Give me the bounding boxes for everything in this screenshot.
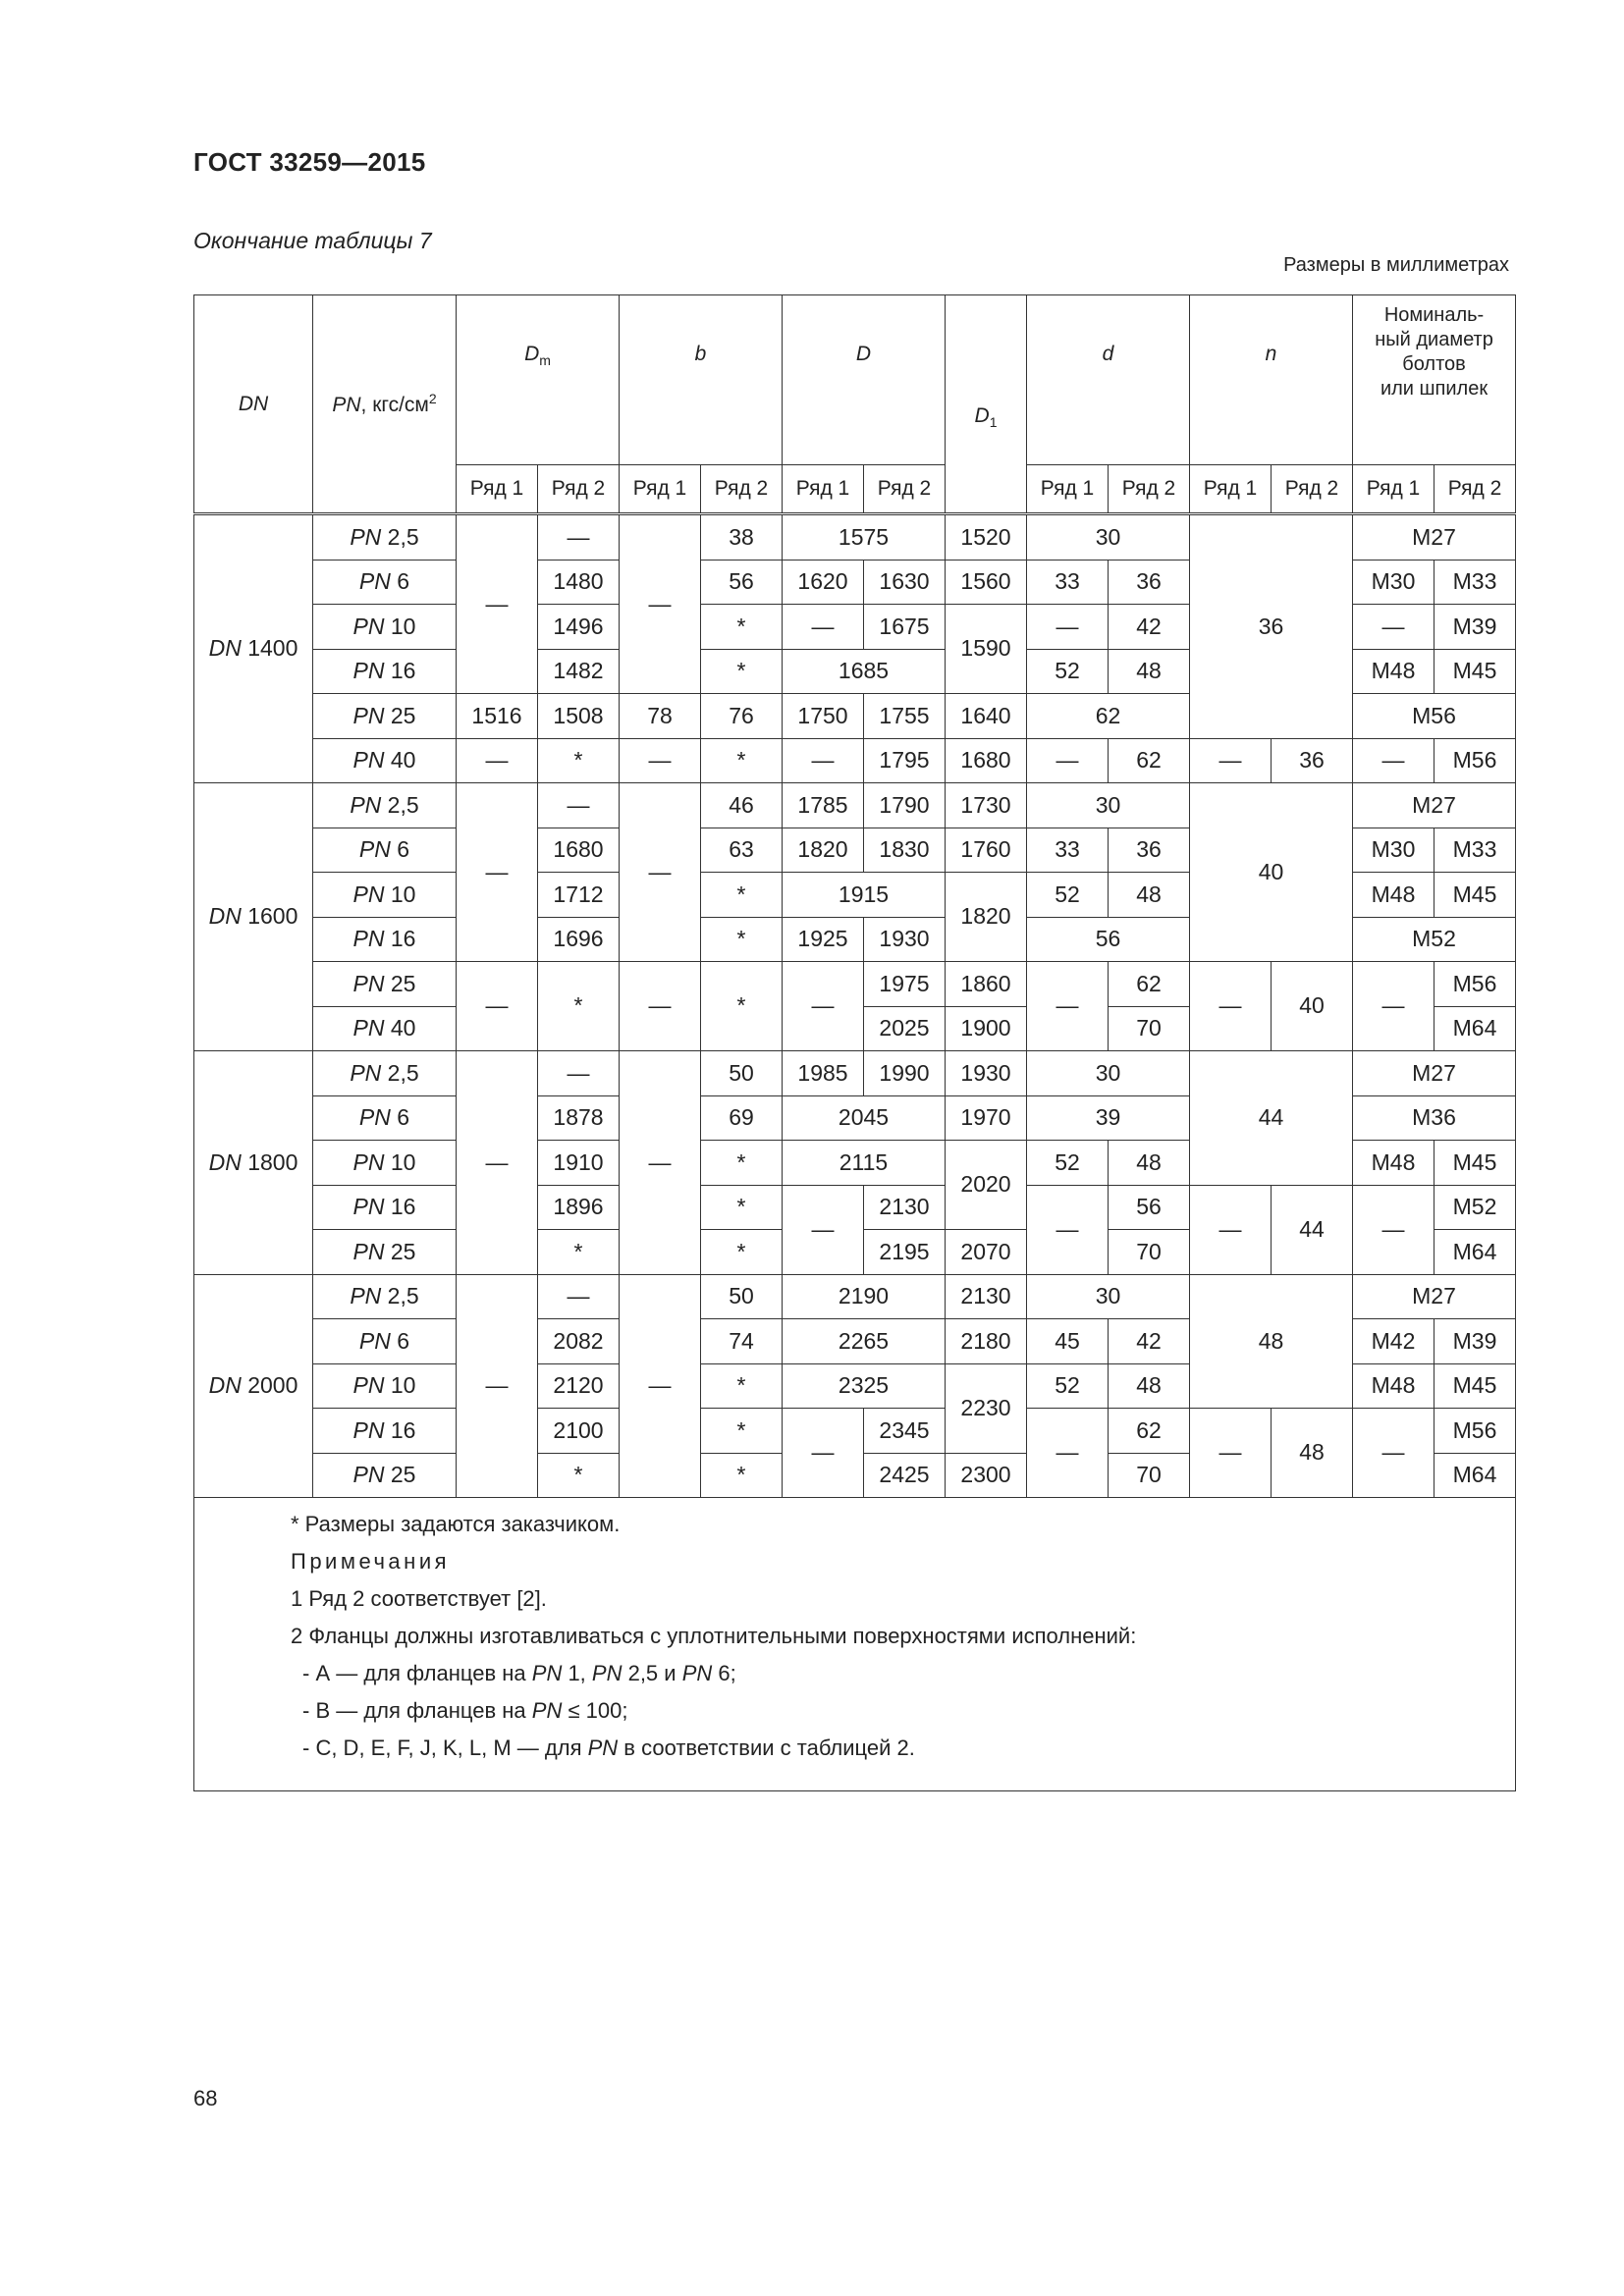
series-1: Ряд 1 [620,465,701,514]
series-1: Ряд 1 [1190,465,1272,514]
table-cell: 1830 [864,828,946,873]
table-cell: 1496 [538,605,620,650]
table-cell: М27 [1353,783,1516,828]
table-cell: 1785 [783,783,864,828]
table-cell: 2045 [783,1095,946,1141]
table-row [194,738,1516,783]
table-cell: М45 [1435,873,1516,918]
note-2-item-c: - C, D, E, F, J, K, L, M — для PN в соответствии с таблицей 2. [302,1735,915,1760]
table-cell: М56 [1435,1409,1516,1454]
table-cell: 30 [1027,1051,1190,1096]
table-cell: — [783,738,864,783]
series-2: Ряд 2 [1435,465,1516,514]
pn-cell: PN 10 [313,1363,457,1409]
table-cell: — [1353,962,1435,1051]
table-cell: — [457,1274,538,1498]
table-cell: 36 [1272,738,1353,783]
series-1: Ряд 1 [783,465,864,514]
table-cell: 50 [701,1274,783,1319]
table-cell: * [701,962,783,1051]
table-cell: — [1353,1409,1435,1498]
notes-title: Примечания [291,1549,451,1574]
table-cell: — [783,962,864,1051]
table-cell: М56 [1435,738,1516,783]
table-cell: М48 [1353,873,1435,918]
table-row [194,962,1516,1007]
table-cell: 46 [701,783,783,828]
table-cell: М33 [1435,560,1516,605]
table-cell: 62 [1109,738,1190,783]
table-cell: М64 [1435,1230,1516,1275]
table-cell: 1508 [538,694,620,739]
table-cell: М48 [1353,1141,1435,1186]
table-cell: 42 [1109,1319,1190,1364]
table-cell: 2325 [783,1363,946,1409]
table-cell: 33 [1027,828,1109,873]
series-2: Ряд 2 [1109,465,1190,514]
pn-cell: PN 2,5 [313,514,457,561]
table-cell: * [701,1363,783,1409]
table-cell: * [701,1141,783,1186]
table-cell: М27 [1353,514,1516,561]
table-cell: М45 [1435,1363,1516,1409]
table-cell: 1712 [538,873,620,918]
table-cell: — [1027,605,1109,650]
table-cell: — [457,1051,538,1275]
dn-cell: DN 1800 [194,1051,313,1275]
table-cell: 33 [1027,560,1109,605]
pn-cell: PN 25 [313,694,457,739]
table-cell: М48 [1353,1363,1435,1409]
table-cell: 76 [701,694,783,739]
table-cell: — [620,1051,701,1275]
note-2-item-a: - А — для фланцев на PN 1, PN 2,5 и PN 6; [302,1661,736,1685]
table-row [194,1051,1516,1096]
table-cell: 2120 [538,1363,620,1409]
table-cell: * [701,605,783,650]
table-cell: 56 [1109,1185,1190,1230]
table-cell: 2265 [783,1319,946,1364]
table-cell: 52 [1027,1141,1109,1186]
table-cell: * [701,1230,783,1275]
table-cell: * [538,738,620,783]
table-row [194,1409,1516,1454]
table-cell: 52 [1027,1363,1109,1409]
table-cell: 62 [1027,694,1190,739]
table-cell: 1910 [538,1141,620,1186]
pn-cell: PN 10 [313,605,457,650]
table-notes [194,1498,1516,1791]
table-cell: 1482 [538,649,620,694]
table-cell: — [538,1051,620,1096]
table-cell: 2130 [864,1185,946,1230]
table-cell: М42 [1353,1319,1435,1364]
table-cell: — [1353,605,1435,650]
table-cell: 78 [620,694,701,739]
table-cell: 70 [1109,1453,1190,1498]
table-cell: 48 [1109,1141,1190,1186]
table-row [194,1185,1516,1230]
table-cell: 40 [1272,962,1353,1051]
pn-cell: PN 2,5 [313,1051,457,1096]
table-cell: 2100 [538,1409,620,1454]
table-cell: 1640 [946,694,1027,739]
table-cell: 1795 [864,738,946,783]
table-cell: 2300 [946,1453,1027,1498]
table-cell: 30 [1027,1274,1190,1319]
table-cell: 1730 [946,783,1027,828]
units-note: Размеры в миллиметрах [1283,254,1509,276]
table-cell: 2425 [864,1453,946,1498]
table-cell: 74 [701,1319,783,1364]
table-cell: М39 [1435,605,1516,650]
pn-cell: PN 40 [313,738,457,783]
table-cell: 1878 [538,1095,620,1141]
series-1: Ряд 1 [1353,465,1435,514]
table-cell: 1480 [538,560,620,605]
table-cell: 48 [1109,873,1190,918]
table-cell: 1630 [864,560,946,605]
table-cell: — [783,605,864,650]
table-cell: 2070 [946,1230,1027,1275]
pn-cell: PN 6 [313,1095,457,1141]
dn-cell: DN 1400 [194,514,313,783]
table-cell: 1930 [864,917,946,962]
table-cell: 1680 [946,738,1027,783]
table-cell: 1990 [864,1051,946,1096]
table-cell: 2345 [864,1409,946,1454]
table-cell: 1516 [457,694,538,739]
header-dm: $D_m$ [457,295,620,465]
table-cell: 30 [1027,783,1190,828]
table-cell: * [538,962,620,1051]
table-cell: М30 [1353,828,1435,873]
series-2: Ряд 2 [1272,465,1353,514]
series-2: Ряд 2 [538,465,620,514]
table-cell: 1760 [946,828,1027,873]
table-cell: 1860 [946,962,1027,1007]
table-cell: * [701,1409,783,1454]
table-cell: 48 [1109,649,1190,694]
table-cell: 40 [1190,783,1353,962]
table-cell: 1590 [946,605,1027,694]
table-cell: М27 [1353,1274,1516,1319]
table-cell: 48 [1190,1274,1353,1409]
table-cell: М39 [1435,1319,1516,1364]
table-cell: — [538,514,620,561]
table-cell: 44 [1272,1185,1353,1274]
table-cell: 1520 [946,514,1027,561]
table-cell: 1925 [783,917,864,962]
table-cell: 2115 [783,1141,946,1186]
note-2-item-b: - В — для фланцев на PN ≤ 100; [302,1698,628,1723]
table-cell: 2082 [538,1319,620,1364]
table-cell: 1680 [538,828,620,873]
pn-cell: PN 2,5 [313,783,457,828]
table-cell: 2230 [946,1363,1027,1453]
table-cell: М30 [1353,560,1435,605]
table-cell: 38 [701,514,783,561]
table-cell: 1985 [783,1051,864,1096]
table-cell: М64 [1435,1006,1516,1051]
table-cell: * [701,738,783,783]
table-cell: — [457,783,538,962]
document-id: ГОСТ 33259—2015 [193,147,426,177]
table-cell: М36 [1353,1095,1516,1141]
table-cell: 1820 [783,828,864,873]
table-cell: — [1190,1185,1272,1274]
series-2: Ряд 2 [864,465,946,514]
table-cell: * [701,649,783,694]
table-cell: 30 [1027,514,1190,561]
table-cell: — [1027,1409,1109,1498]
table-cell: 52 [1027,649,1109,694]
pn-cell: PN 25 [313,1230,457,1275]
table-cell: М45 [1435,649,1516,694]
table-cell: 2130 [946,1274,1027,1319]
table-row [194,783,1516,828]
table-cell: 45 [1027,1319,1109,1364]
table-cell: — [1027,1185,1109,1274]
table-cell: 1675 [864,605,946,650]
table-cell: — [1190,1409,1272,1498]
table-cell: — [620,783,701,962]
table-cell: 1696 [538,917,620,962]
table-cell: 36 [1109,560,1190,605]
header-pn: PN, кгс/$см^2$ [313,295,457,514]
table-cell: 48 [1109,1363,1190,1409]
table-cell: М64 [1435,1453,1516,1498]
table-cell: 1970 [946,1095,1027,1141]
table-cell: М52 [1353,917,1516,962]
table-cell: 1750 [783,694,864,739]
series-2: Ряд 2 [701,465,783,514]
table-cell: 1560 [946,560,1027,605]
table-cell: * [701,1453,783,1498]
header-d-outer: D [783,295,946,465]
header-b: b [620,295,783,465]
dn-cell: DN 1600 [194,783,313,1051]
table-cell: 1620 [783,560,864,605]
header-dn: DN [194,295,313,514]
table-cell: 42 [1109,605,1190,650]
pn-cell: PN 10 [313,873,457,918]
table-cell: 2025 [864,1006,946,1051]
table-row [194,514,1516,561]
series-1: Ряд 1 [1027,465,1109,514]
table-cell: — [457,738,538,783]
note-1: 1 Ряд 2 соответствует [2]. [291,1586,547,1611]
table-cell: — [538,1274,620,1319]
table-cell: 69 [701,1095,783,1141]
table-cell: 39 [1027,1095,1190,1141]
note-2: 2 Фланцы должны изготавливаться с уплотнительными поверхностями исполнений: [291,1624,1137,1648]
table-cell: — [620,514,701,694]
table-cell: 2195 [864,1230,946,1275]
header-d1: $D_1$ [946,295,1027,514]
pn-cell: PN 16 [313,649,457,694]
pn-cell: PN 6 [313,1319,457,1364]
table-cell: 2190 [783,1274,946,1319]
table-cell: М45 [1435,1141,1516,1186]
table-caption: Окончание таблицы 7 [193,228,432,253]
table-cell: М48 [1353,649,1435,694]
table-cell: — [783,1409,864,1498]
pn-cell: PN 16 [313,917,457,962]
table-cell: — [1190,962,1272,1051]
table-cell: 62 [1109,962,1190,1007]
table-cell: 2020 [946,1141,1027,1230]
table-cell: — [783,1185,864,1274]
header-n: n [1190,295,1353,465]
footnote-star: * Размеры задаются заказчиком. [291,1512,621,1536]
table-cell: 1915 [783,873,946,918]
pn-cell: PN 25 [313,1453,457,1498]
table-cell: 1820 [946,873,1027,962]
pn-cell: PN 16 [313,1185,457,1230]
pn-cell: PN 6 [313,560,457,605]
header-d-hole: d [1027,295,1190,465]
table-cell: 2180 [946,1319,1027,1364]
table-cell: * [701,917,783,962]
table-cell: 1575 [783,514,946,561]
table-cell: 63 [701,828,783,873]
pn-cell: PN 2,5 [313,1274,457,1319]
table-cell: * [701,1185,783,1230]
table-cell: 1900 [946,1006,1027,1051]
table-cell: 1685 [783,649,946,694]
table-cell: 48 [1272,1409,1353,1498]
table-cell: — [457,962,538,1051]
table-cell: 1975 [864,962,946,1007]
table-cell: М56 [1435,962,1516,1007]
table-cell: — [1353,738,1435,783]
table-cell: 1755 [864,694,946,739]
table-cell: — [1027,738,1109,783]
table-cell: 1790 [864,783,946,828]
pn-cell: PN 25 [313,962,457,1007]
table-cell: М52 [1435,1185,1516,1230]
table-cell: 56 [1027,917,1190,962]
table-cell: * [538,1453,620,1498]
table-cell: 62 [1109,1409,1190,1454]
table-cell: М56 [1353,694,1516,739]
table-cell: — [457,514,538,694]
page-number: 68 [193,2086,218,2110]
table-row [194,1274,1516,1319]
table-cell: * [701,873,783,918]
table-cell: 70 [1109,1006,1190,1051]
table-cell: * [538,1230,620,1275]
table-cell: — [1190,738,1272,783]
header-bolt-diameter: Номиналь- ный диаметр болтов или шпилек [1353,295,1516,465]
table-cell: 50 [701,1051,783,1096]
table-cell: 52 [1027,873,1109,918]
pn-cell: PN 10 [313,1141,457,1186]
series-1: Ряд 1 [457,465,538,514]
pn-cell: PN 16 [313,1409,457,1454]
pn-cell: PN 40 [313,1006,457,1051]
table-cell: 36 [1109,828,1190,873]
table-cell: 56 [701,560,783,605]
notes-row [194,1498,1516,1791]
table-cell: М27 [1353,1051,1516,1096]
pn-cell: PN 6 [313,828,457,873]
dn-cell: DN 2000 [194,1274,313,1498]
table-cell: — [620,1274,701,1498]
table-cell: М33 [1435,828,1516,873]
table-cell: — [538,783,620,828]
table-cell: — [1353,1185,1435,1274]
table-cell: — [620,962,701,1051]
table-cell: 70 [1109,1230,1190,1275]
table-cell: — [1027,962,1109,1051]
table-cell: — [620,738,701,783]
table-cell: 1896 [538,1185,620,1230]
table-cell: 1930 [946,1051,1027,1096]
table-cell: 36 [1190,514,1353,739]
flange-dimensions-table [193,294,1516,1791]
table-cell: 44 [1190,1051,1353,1186]
